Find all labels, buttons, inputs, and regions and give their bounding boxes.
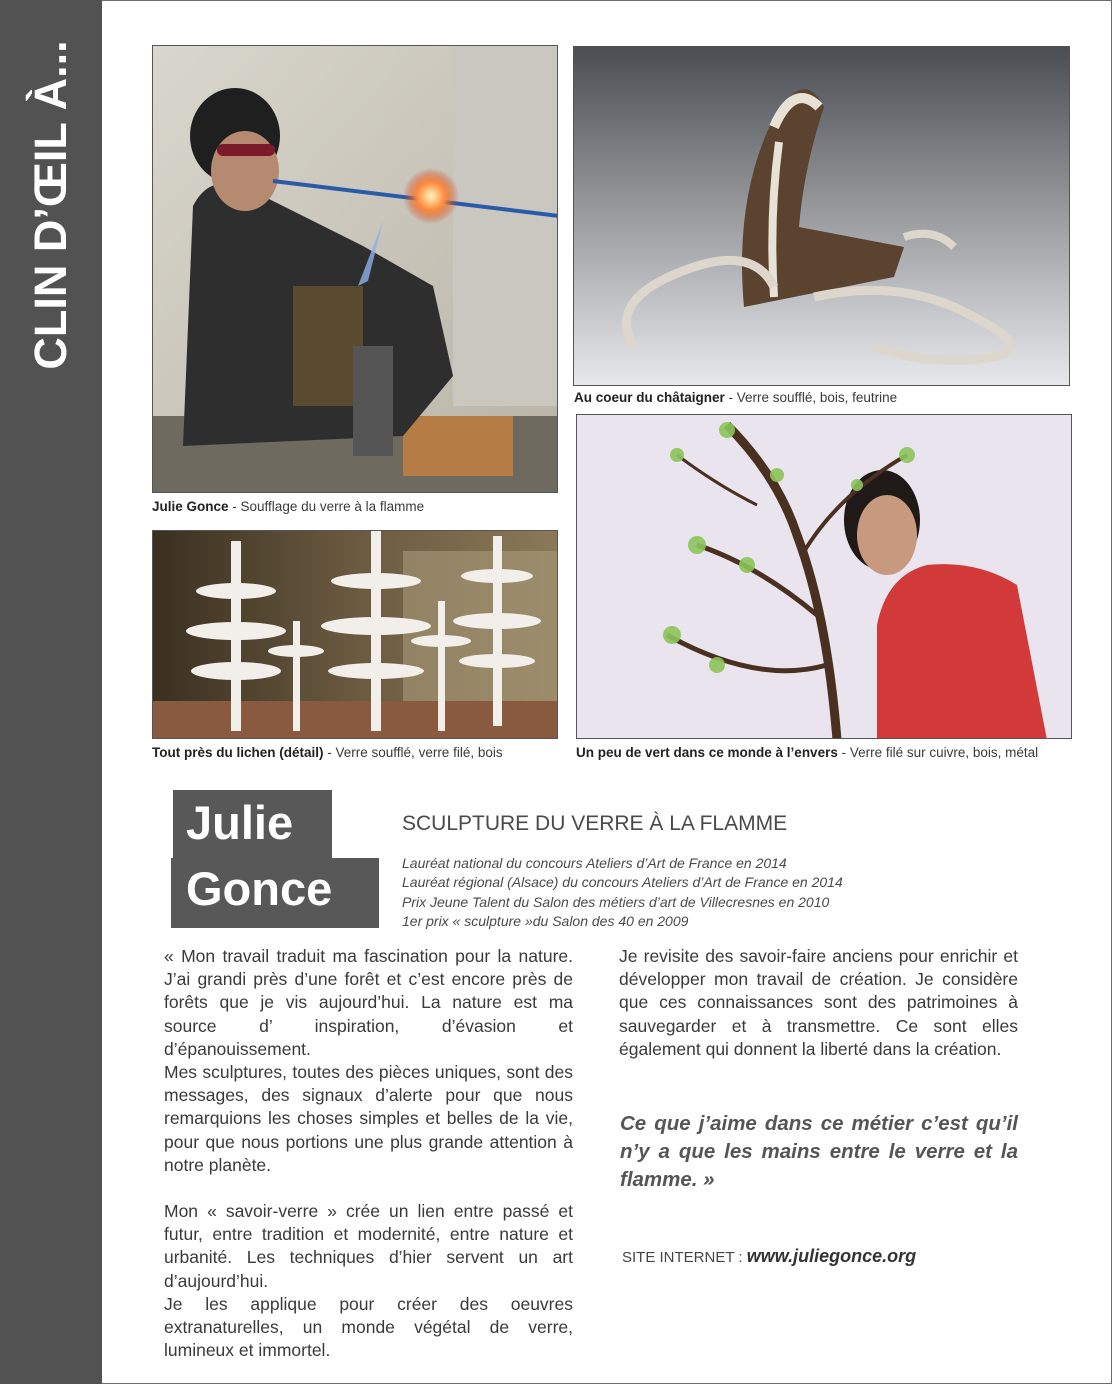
caption-title: Au coeur du châtaigner — [574, 390, 725, 405]
photo-julie-gonce — [152, 45, 558, 493]
caption-text: - Verre filé sur cuivre, bois, métal — [837, 745, 1039, 760]
photo-tout-pres-lichen — [152, 530, 558, 739]
artist-discipline: SCULPTURE DU VERRE À LA FLAMME — [402, 812, 788, 835]
award-item: Prix Jeune Talent du Salon des métiers d’art de Villecresnes en 2010 — [402, 893, 830, 910]
pull-quote: Ce que j’aime dans ce métier c’est qu’il n’y a que les mains entre le verre et la flamme. » — [620, 1112, 1018, 1191]
paragraph: Je revisite des savoir-faire anciens pour enrichir et développer mon travail de création. Je considère que ces connaissances sont des patrimoines à sauvegarder et à transmettre. Ce sont elles également qui donnent la liberté dans la création. — [619, 946, 1018, 1059]
paragraph: Mon « savoir-verre » crée un lien entre passé et futur, entre tradition et modernité, entre nature et urbanité. Les techniques d’hier servent un art d’aujourd’hui. — [164, 1201, 573, 1291]
artist-first-name: Julie — [186, 796, 294, 849]
caption-title: Julie Gonce — [152, 499, 229, 514]
caption-text: - Verre soufflé, bois, feutrine — [724, 390, 898, 405]
caption-text: - Verre soufflé, verre filé, bois — [323, 745, 503, 760]
sculpture-chataigner-image — [574, 47, 1070, 386]
photo-caption-4 — [576, 745, 1038, 760]
caption-title: Tout près du lichen (détail) — [152, 745, 324, 760]
paragraph: Je les applique pour créer des oeuvres extranaturelles, un monde végétal de verre, lumineux et immortel. — [164, 1293, 573, 1361]
lichen-sculpture-image — [153, 531, 558, 739]
caption-text: - Soufflage du verre à la flamme — [228, 499, 425, 514]
photo-caption-2 — [574, 390, 897, 405]
body-right-column — [619, 945, 1018, 1061]
photo-un-peu-de-vert — [576, 414, 1072, 739]
glassblowing-image — [153, 46, 558, 493]
award-item: 1er prix « sculpture »du Salon des 40 en 2009 — [402, 912, 689, 929]
artist-last-name: Gonce — [186, 862, 333, 915]
caption-title: Un peu de vert dans ce monde à l’envers — [576, 745, 838, 760]
portrait-tree-image — [577, 415, 1072, 739]
awards-list — [402, 854, 843, 931]
website-label: SITE INTERNET : — [622, 1249, 743, 1266]
photo-caption-1 — [152, 499, 424, 514]
sidebar — [0, 0, 102, 1384]
paragraph: « Mon travail traduit ma fascination pour la nature. J’ai grandi près d’une forêt et c’est encore près de forêts que je vis aujourd’hui. La nature est ma source d’ inspiration, d’évasion et d’épanouissement. — [164, 946, 573, 1059]
body-left-column — [164, 945, 573, 1362]
award-item: Lauréat régional (Alsace) du concours Ateliers d’Art de France en 2014 — [402, 874, 843, 891]
paragraph: Mes sculptures, toutes des pièces uniques, sont des messages, des signaux d’alerte pour que nous remarquions les choses simples et belles de la vie, pour que nous portions une plus grande attention à notre planète. — [164, 1062, 573, 1175]
website-line — [622, 1246, 916, 1267]
photo-coeur-chataigner — [573, 46, 1070, 386]
section-title: CLIN D’ŒIL À... — [25, 40, 76, 370]
award-item: Lauréat national du concours Ateliers d’Art de France en 2014 — [402, 855, 787, 871]
website-link[interactable]: www.juliegonce.org — [746, 1246, 917, 1266]
photo-caption-3 — [152, 745, 503, 760]
